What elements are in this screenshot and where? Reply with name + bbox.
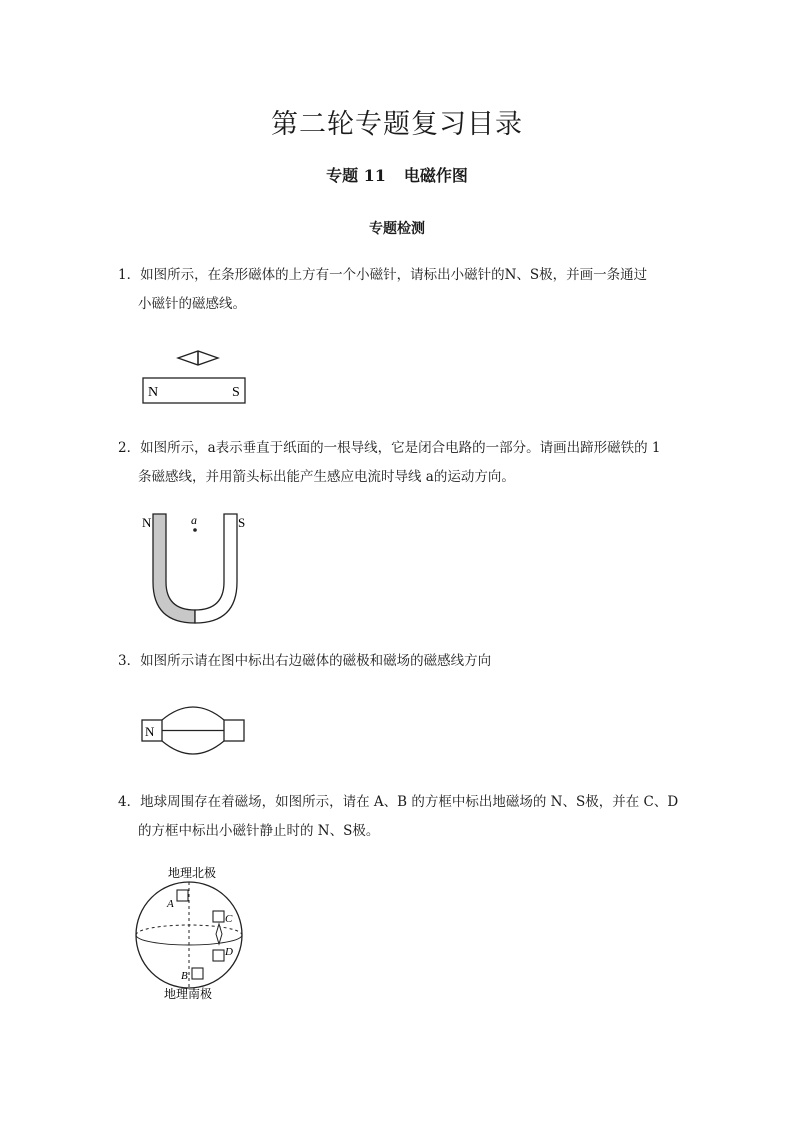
right-magnet xyxy=(224,720,244,741)
figure-earth-magnetism xyxy=(130,862,260,1007)
box-c xyxy=(213,911,224,922)
topic-number: 专题 11 xyxy=(326,166,386,185)
question-4 xyxy=(118,788,698,846)
question-2 xyxy=(118,434,698,492)
figure-two-magnets xyxy=(140,700,250,760)
horseshoe-north-label: N xyxy=(142,515,152,530)
topic-subtitle xyxy=(0,163,794,186)
box-b-label: B xyxy=(181,970,188,982)
box-c-label: C xyxy=(225,913,233,925)
geographic-north-label: 地理北极 xyxy=(168,866,217,880)
question-1-line-2: 小磁针的磁感线。 xyxy=(138,296,246,312)
question-2-line-1: 2．如图所示，a表示垂直于纸面的一根导线，它是闭合电路的一部分。请画出蹄形磁铁的 1 xyxy=(118,440,661,456)
geographic-south-label: 地理南极 xyxy=(164,987,213,1001)
compass-needle-cd xyxy=(216,924,222,944)
topic-name: 电磁作图 xyxy=(403,166,468,185)
question-2-line-2: 条磁感线，并用箭头标出能产生感应电流时导线 a的运动方向。 xyxy=(138,469,515,485)
wire-label: a xyxy=(191,513,197,527)
bar-magnet-north-label: N xyxy=(148,385,159,400)
bar-magnet xyxy=(143,378,245,403)
box-d xyxy=(213,950,224,961)
page-title: 第二轮专题复习目录 xyxy=(271,109,523,140)
horseshoe-north-half xyxy=(153,514,195,623)
figure-horseshoe-magnet xyxy=(140,510,260,630)
horseshoe-south-half xyxy=(195,514,237,623)
box-b xyxy=(192,968,203,979)
question-1-line-1: 1．如图所示，在条形磁体的上方有一个小磁针，请标出小磁针的N、S极，并画一条通过 xyxy=(118,267,648,283)
question-4-line-1: 4．地球周围存在着磁场，如图所示，请在 A、B 的方框中标出地磁场的 N、S极，并在 C、D xyxy=(118,794,679,810)
question-1 xyxy=(118,261,698,319)
left-magnet-north-label: N xyxy=(145,724,155,739)
field-line-lower xyxy=(162,741,224,754)
figure-bar-magnet xyxy=(140,348,250,408)
horseshoe-south-label: S xyxy=(238,515,246,530)
box-a xyxy=(177,890,188,901)
bar-magnet-south-label: S xyxy=(232,385,240,400)
section-heading: 专题检测 xyxy=(369,221,425,237)
box-d-label: D xyxy=(225,946,233,958)
question-3-line-1: 3．如图所示请在图中标出右边磁体的磁极和磁场的磁感线方向 xyxy=(118,653,492,669)
question-3 xyxy=(118,647,698,676)
question-4-line-2: 的方框中标出小磁针静止时的 N、S极。 xyxy=(138,823,380,839)
field-line-upper xyxy=(162,707,224,720)
wire-a-dot xyxy=(193,528,197,532)
box-a-label: A xyxy=(167,898,174,910)
